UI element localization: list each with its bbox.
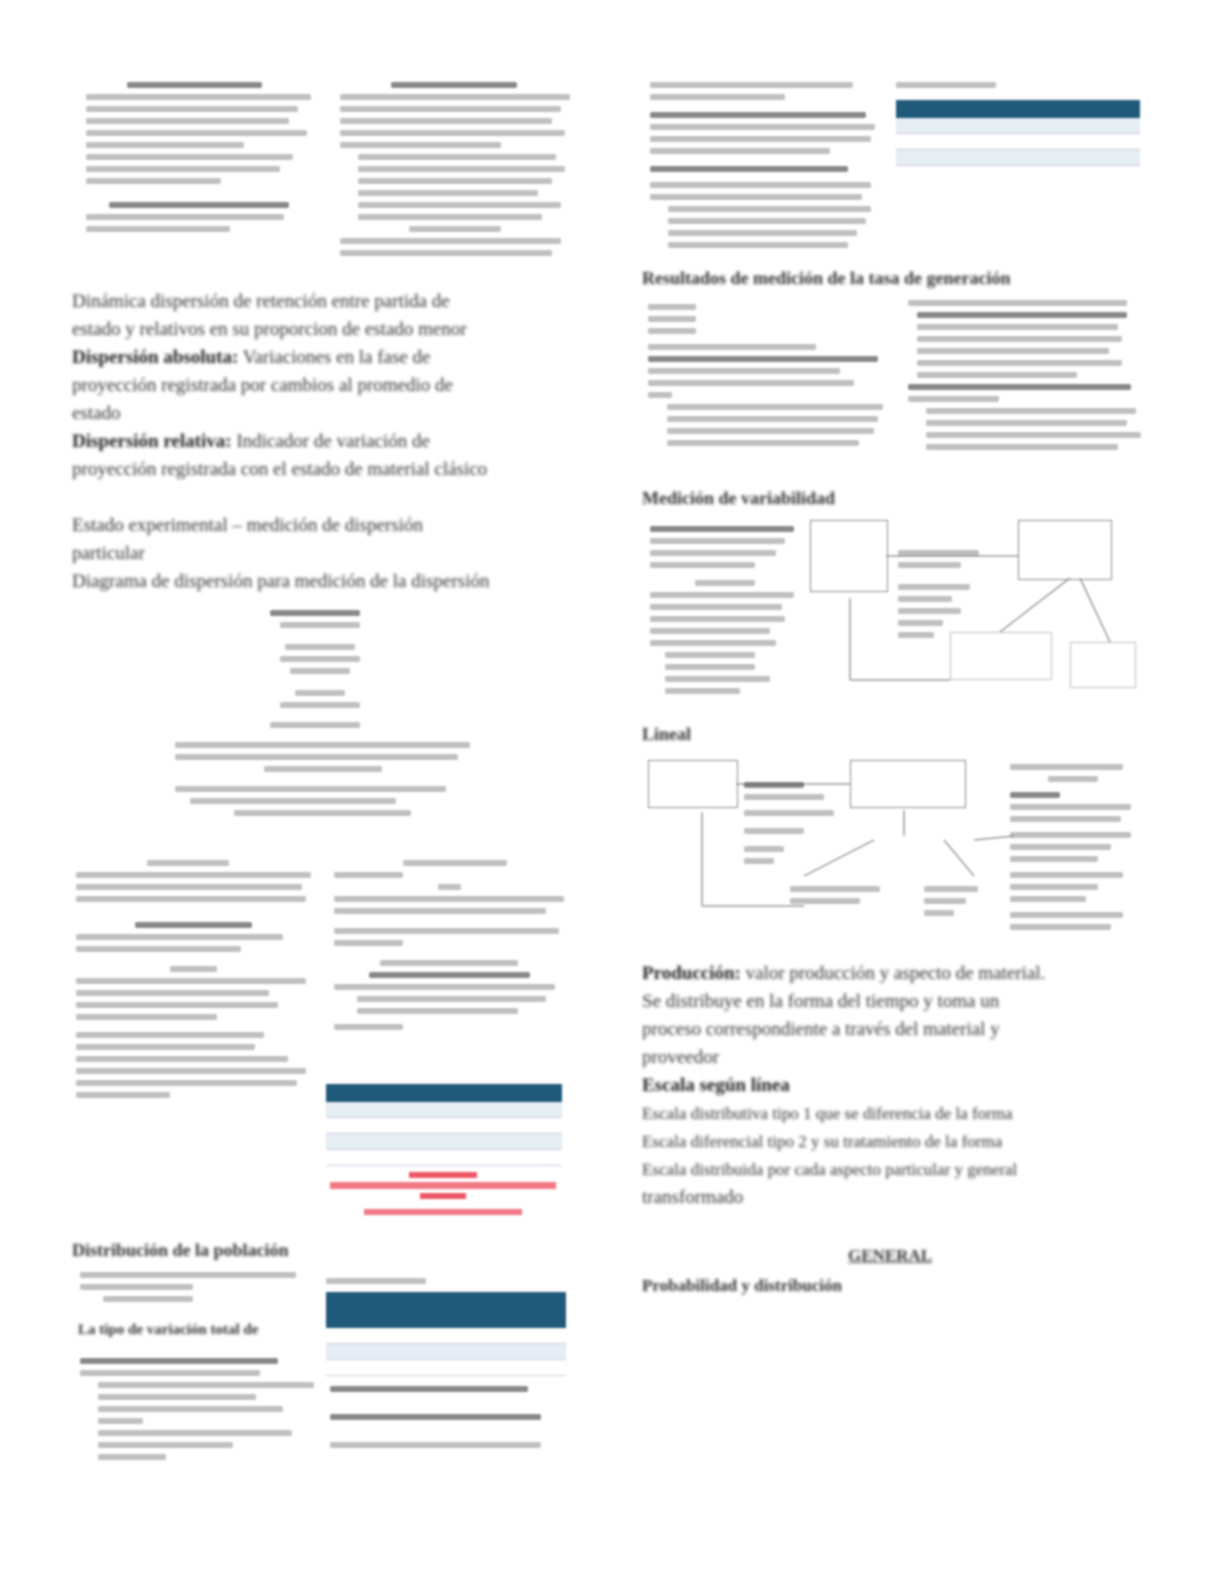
right-top-text xyxy=(650,76,875,254)
right-heading-linear: Lineal xyxy=(642,724,692,744)
right-main-text xyxy=(642,960,1142,1212)
right-table-caption xyxy=(896,76,996,94)
left-paragraph-4: Estado experimental – medición de dispersión xyxy=(72,515,423,536)
right-paragraph-2c: Escala distribuida por cada aspecto particular y general xyxy=(642,1160,1018,1179)
left-table-2-caption xyxy=(326,1272,426,1290)
left-table-2 xyxy=(326,1292,566,1376)
left-center-caption xyxy=(175,736,470,822)
left-top-text-block-a xyxy=(86,76,311,238)
right-heading-results: Resultados de medición de la tasa de generación xyxy=(642,268,1011,288)
right-center-label: GENERAL xyxy=(848,1246,933,1265)
left-main-text xyxy=(72,288,582,596)
right-paragraph-1d: proveedor xyxy=(642,1047,720,1068)
left-paragraph-1: Dinámica dispersión de retención entre partida de xyxy=(72,291,450,312)
left-paragraph-5: Diagrama de dispersión para medición de la dispersión xyxy=(72,571,490,592)
left-paragraph-1b: estado y relativos en su proporcion de estado menor xyxy=(72,319,467,340)
right-paragraph-2d: transformado xyxy=(642,1187,744,1208)
left-center-stack xyxy=(270,604,370,734)
right-heading-probability: Probabilidad y distribución xyxy=(642,1276,842,1295)
diagram2 xyxy=(644,756,1014,936)
left-paragraph-2b: proyección registrada por cambios al promedio de xyxy=(72,375,453,396)
left-bottom-text-c xyxy=(330,1380,550,1454)
right-paragraph-1: Producción: valor producción y aspecto de material. xyxy=(642,963,1046,984)
left-lower-text-a xyxy=(76,854,311,1104)
right-paragraph-2b: Escala diferencial tipo 2 y su tratamiento de la forma xyxy=(642,1132,1003,1151)
left-bottom-text-a xyxy=(80,1266,305,1308)
diagram1-text xyxy=(650,520,800,700)
diagram1 xyxy=(810,520,1140,690)
red-formula xyxy=(330,1168,556,1225)
left-top-text-block-b xyxy=(340,76,570,262)
right-heading-variability: Medición de variabilidad xyxy=(642,488,836,508)
left-paragraph-2c: estado xyxy=(72,403,121,424)
left-paragraph-2: Dispersión absoluta: Variaciones en la fase de xyxy=(72,347,431,368)
left-heading-variation: La tipo de variación total de xyxy=(78,1322,259,1338)
left-paragraph-4b: particular xyxy=(72,543,145,564)
right-paragraph-1b: Se distribuye en la forma del tiempo y toma un xyxy=(642,991,1000,1012)
right-heading-scale: Escala según línea xyxy=(642,1075,790,1096)
right-paragraph-2: Escala distributiva tipo 1 que se diferencia de la forma xyxy=(642,1104,1013,1123)
right-results-text-a xyxy=(648,298,888,452)
left-lower-text-b xyxy=(334,854,564,1036)
left-paragraph-3b: proyección registrada con el estado de material clásico xyxy=(72,459,488,480)
left-table-1 xyxy=(326,1084,562,1166)
left-bottom-text-b xyxy=(80,1352,305,1466)
left-heading-distribution: Distribución de la población xyxy=(72,1240,289,1260)
diagram2-side-text xyxy=(1010,758,1136,936)
right-paragraph-1c: proceso correspondiente a través del material y xyxy=(642,1019,1000,1040)
left-paragraph-3: Dispersión relativa: Indicador de variación de xyxy=(72,431,430,452)
right-results-text-b xyxy=(908,294,1136,456)
right-table-1 xyxy=(896,100,1140,166)
